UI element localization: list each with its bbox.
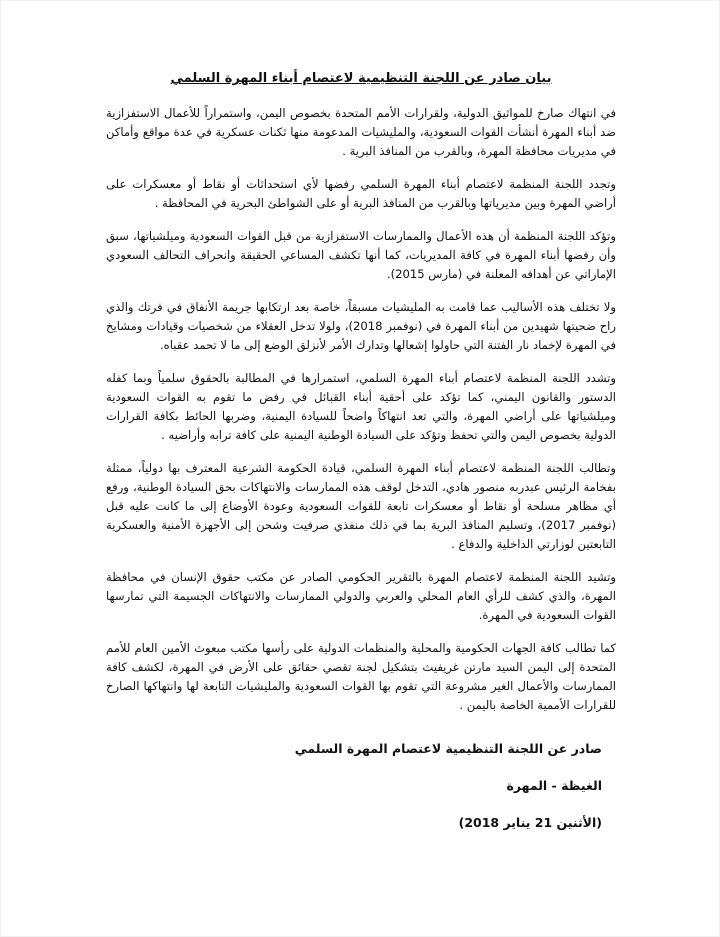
paragraph-7: وتشيد اللجنة المنظمة لاعتصام المهرة بالتقرير الحكومي الصادر عن مكتب حقوق الإنسان في محافظة المهرة، والذي كشف للرأي العام المحلي والعربي والدولي الممارسات والانتهاكات الجسيمة التي تمارسها القوات السعودية في المهرة. xyxy=(106,570,616,622)
location-line: الغيظة - المهرة xyxy=(506,778,602,793)
paragraph-8: كما تطالب كافة الجهات الحكومية والمحلية والمنظمات الدولية على رأسها مكتب مبعوث الأمين العام للأمم المتحدة إلى اليمن السيد مارتن غريفيث بتشكيل لجنة تقصي حقائق على الأرض في المهرة، لكشف كافة الممارسات والأعمال الغير مشروعة التي تقوم بها القوات السعودية والمليشيات التابعة لها وانتهاكها الصارخ للقرارات الأممية الخاصة باليمن . xyxy=(106,641,616,712)
paragraph-1: في انتهاك صارخ للمواثيق الدولية، ولقرارات الأمم المتحدة بخصوص اليمن، واستمراراً للأعمال الاستفزازية ضد أبناء المهرة أنشأت القوات السعودية، والمليشيات المدعومة منها ثكنات عسكرية في عدة مواقع وأماكن في مديريات محافظة المهرة، وبالقرب من المنافذ البرية . xyxy=(106,106,616,158)
paragraph-2: وتجدد اللجنة المنظمة لاعتصام أبناء المهرة السلمي رفضها لأي استحداثات أو نقاط أو معسكرات على أراضي المهرة وبين مديرياتها وبالقرب من المنافذ البرية أو على الشواطئ البحرية في المحافظة . xyxy=(106,177,616,210)
statement-body xyxy=(106,70,616,850)
paragraph-4: ولا تختلف هذه الأساليب عما قامت به المليشيات مسبقاً، خاصة بعد ارتكابها جريمة الأنفاق في فرتك والذي راح ضحيتها شهيدين من أبناء المهرة في (نوفمبر 2018)، ولولا تدخل العقلاء من شخصيات وقيادات ومشايخ في المهرة لإخماد نار الفتنة التي حاولوا إشعالها وتدارك الأمر لأنزلق الوضع إلى ما لا تحمد عقباه. xyxy=(106,300,616,352)
statement-title: بيان صادر عن اللجنة التنظيمية لاعتصام أبناء المهرة السلمي xyxy=(170,71,552,86)
issuer-line: صادر عن اللجنة التنظيمية لاعتصام المهرة السلمي xyxy=(294,741,602,756)
date-line: (الأثنين 21 يناير 2018) xyxy=(458,815,602,830)
paragraph-5: وتشدد اللجنة المنظمة لاعتصام أبناء المهرة السلمي، استمرارها في المطالبة بالحقوق سلمياً وبما كفله الدستور والقانون اليمني، كما تؤكد على أحقية أبناء القبائل في رفض ما تقوم به القوات السعودية وميلشياتها على أراضي المهرة، والتي تعد انتهاكاً واضحاً للسيادة اليمنية، وضربها الحائط بكافة القرارات الدولية بخصوص اليمن والتي تحفظ وتؤكد على السيادة الوطنية اليمنية على كافة ترابه وأراضيه . xyxy=(106,371,616,442)
paragraph-6: وتطالب اللجنة المنظمة لاعتصام أبناء المهرة السلمي، قيادة الحكومة الشرعية المعترف بها دولياً، ممثلة بفخامة الرئيس عبدربه منصور هادي، التدخل لوقف هذه الممارسات والانتهاكات بحق السيادة الوطنية، ورفع أي مظاهر مسلحة أو نقاط أو معسكرات تابعة للقوات السعودية وعودة الأوضاع إلى ما كانت عليه قبل (نوفمبر 2017)، وتسليم المنافذ البرية بما في ذلك منفذي صرفيت وشحن إلى الأجهزة الأمنية والعسكرية التابعتين لوزارتي الداخلية والدفاع . xyxy=(106,461,616,551)
signature-block xyxy=(106,739,616,832)
paragraph-3: وتؤكد اللجنة المنظمة أن هذه الأعمال والممارسات الاستفزازية من قبل القوات السعودية وميلشياتها، سبق وأن رفضها أبناء المهرة في كافة المديريات، كما أنها تكشف المساعي الحقيقة وانحراف التحالف السعودي الإماراتي عن أهدافه المعلنة في (مارس 2015). xyxy=(106,229,616,281)
